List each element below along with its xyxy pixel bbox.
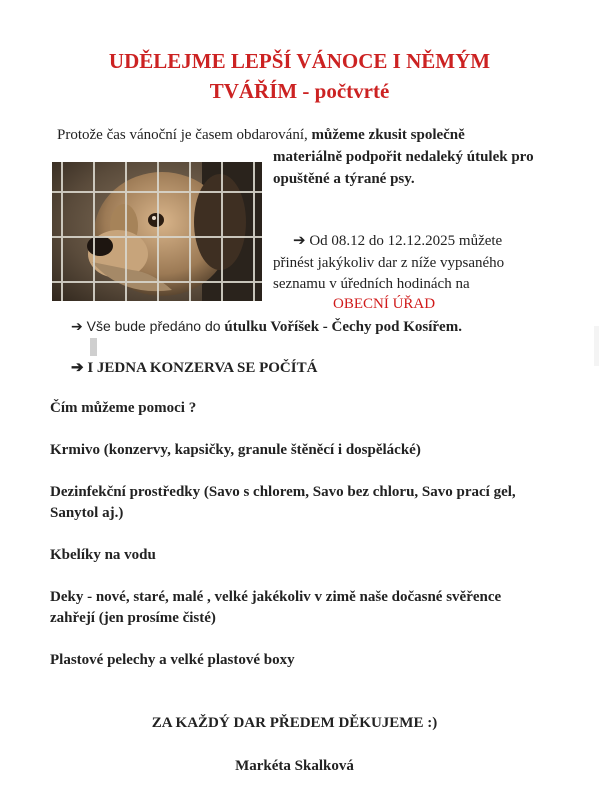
arrow-icon: ➔ — [293, 233, 306, 249]
text-cursor — [90, 338, 97, 356]
help-heading: Čím můžeme pomoci ? — [50, 400, 197, 416]
page-title-line-1: UDĚLEJME LEPŠÍ VÁNOCE I NĚMÝM — [108, 49, 491, 73]
dog-photo — [52, 162, 262, 301]
dates-line-3: seznamu v úředních hodinách na — [273, 276, 470, 292]
help-item-beds: Plastové pelechy a velké plastové boxy — [50, 652, 295, 668]
intro-normal-text: Protože čas vánoční je časem obdarování, — [57, 127, 312, 143]
help-item-food: Krmivo (konzervy, kapsičky, granule štěněcí i dospělácké) — [50, 442, 421, 458]
dates-text: Od 08.12 do 12.12.2025 můžete — [309, 233, 503, 249]
help-item-disinfectant-2: Sanytol aj.) — [50, 505, 124, 521]
help-item-disinfectant-1: Dezinfekční prostředky (Savo s chlorem, Savo bez chloru, Savo prací gel, — [50, 484, 516, 500]
intro-line-3: opuštěné a týrané psy. — [273, 171, 415, 187]
help-item-blankets-2: zahřejí (jen prosíme čisté) — [50, 610, 216, 626]
help-item-blankets-1: Deky - nové, staré, malé , velké jakékoliv v zimě naše dočasné svěřence — [50, 589, 502, 605]
every-can-text: I JEDNA KONZERVA SE POČÍTÁ — [87, 360, 318, 376]
handover-line — [71, 315, 462, 338]
every-can-line — [71, 357, 317, 379]
office-label: OBECNÍ ÚŘAD — [333, 296, 436, 312]
intro-line-2: materiálně podpořit nedaleký útulek pro — [273, 149, 534, 165]
shelter-name: útulku Voříšek - Čechy pod Kosířem. — [224, 319, 462, 335]
help-item-buckets: Kbelíky na vodu — [50, 547, 156, 563]
page-edge-marker — [594, 326, 599, 366]
dates-line-1 — [293, 230, 502, 252]
signature: Markéta Skalková — [235, 758, 354, 774]
intro-bold-text: můžeme zkusit společně — [311, 127, 465, 143]
handover-text: Vše bude předáno do — [86, 318, 225, 334]
thanks-line: ZA KAŽDÝ DAR PŘEDEM DĚKUJEME :) — [151, 715, 438, 731]
arrow-icon: ➔ — [71, 360, 84, 376]
dates-line-2: přinést jakýkoliv dar z níže vypsaného — [273, 255, 505, 271]
arrow-icon: ➔ — [71, 318, 83, 334]
intro-line-1 — [57, 124, 577, 146]
page-title-line-2: TVÁŘÍM - počtvrté — [209, 79, 390, 103]
dog-behind-fence-image — [52, 162, 262, 301]
